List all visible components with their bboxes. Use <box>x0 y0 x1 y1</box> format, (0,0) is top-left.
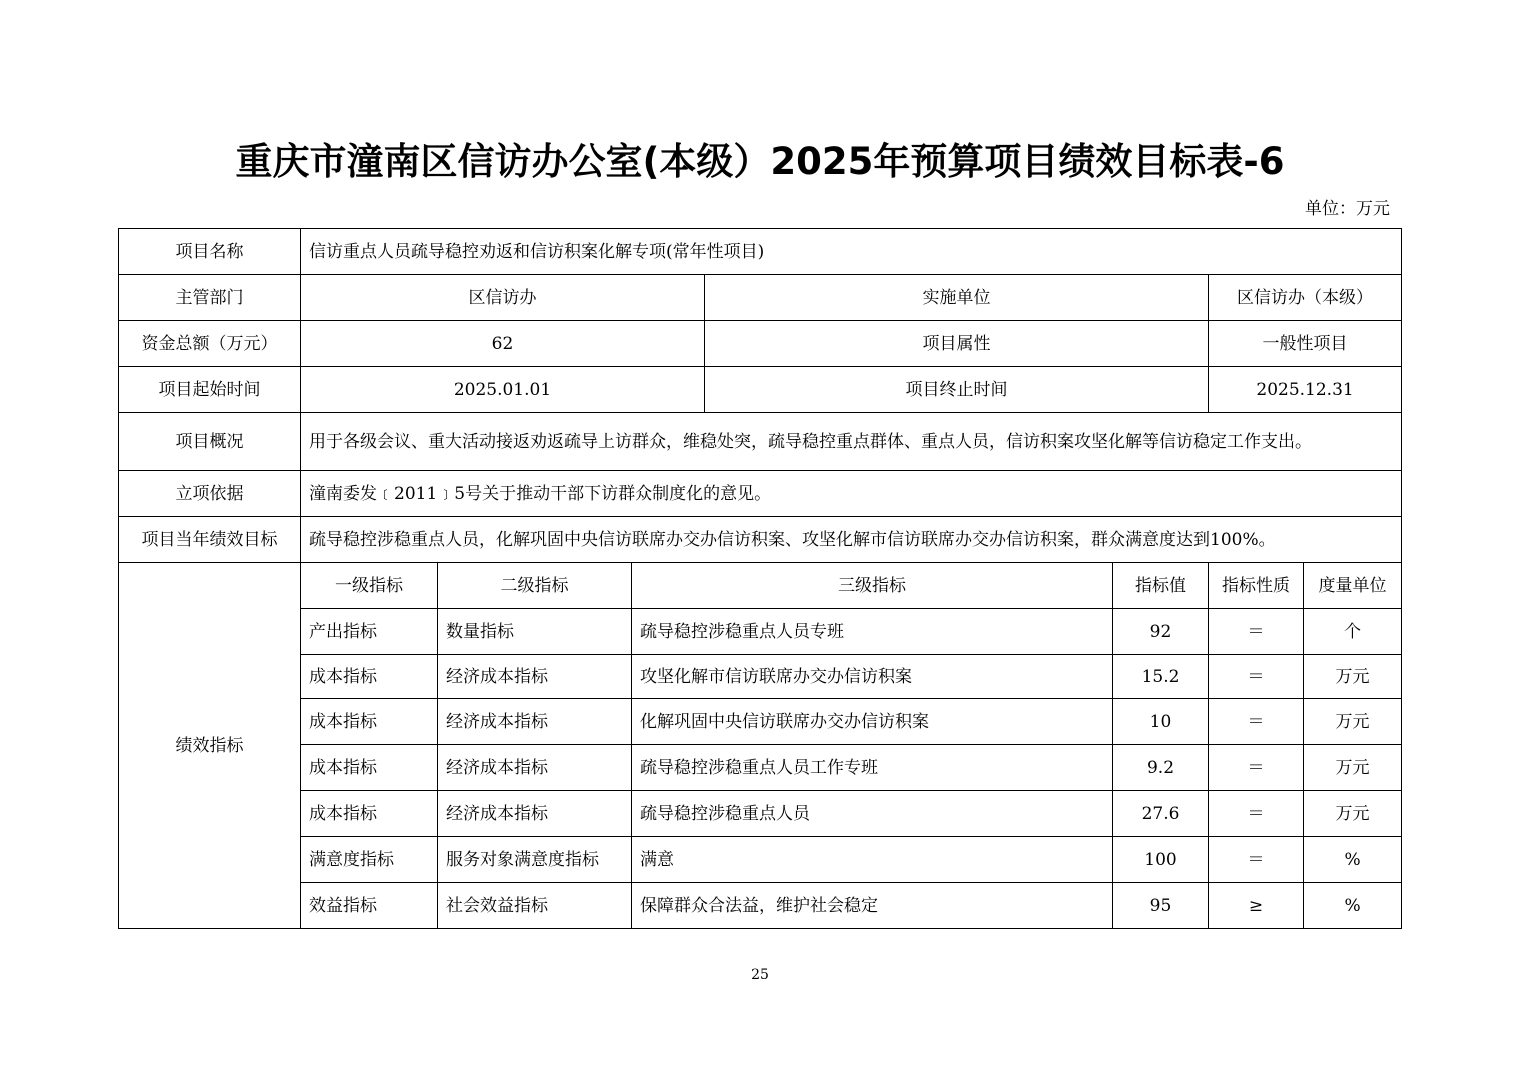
nature-cell: ＝ <box>1209 745 1304 791</box>
value-cell: 27.6 <box>1113 791 1209 837</box>
attr-label: 项目属性 <box>705 321 1209 367</box>
unit-cell: 万元 <box>1304 655 1402 699</box>
level2-cell: 服务对象满意度指标 <box>438 837 632 883</box>
level3-cell: 满意 <box>632 837 1113 883</box>
project-name-label: 项目名称 <box>119 229 301 275</box>
end-value: 2025.12.31 <box>1209 367 1402 413</box>
value-cell: 9.2 <box>1113 745 1209 791</box>
row-goal <box>119 517 1402 563</box>
table-row <box>119 883 1402 929</box>
unit-cell: % <box>1304 883 1402 929</box>
header-nature: 指标性质 <box>1209 563 1304 609</box>
row-overview <box>119 413 1402 471</box>
table-row <box>119 745 1402 791</box>
funds-label: 资金总额（万元） <box>119 321 301 367</box>
attr-value: 一般性项目 <box>1209 321 1402 367</box>
level3-cell: 攻坚化解市信访联席办交办信访积案 <box>632 655 1113 699</box>
dept-label: 主管部门 <box>119 275 301 321</box>
unit-cell: 万元 <box>1304 791 1402 837</box>
level3-cell: 疏导稳控涉稳重点人员专班 <box>632 609 1113 655</box>
row-funds <box>119 321 1402 367</box>
unit-label: 单位：万元 <box>1305 199 1390 219</box>
end-label: 项目终止时间 <box>705 367 1209 413</box>
value-cell: 15.2 <box>1113 655 1209 699</box>
nature-cell: ＝ <box>1209 837 1304 883</box>
project-name-value: 信访重点人员疏导稳控劝返和信访积案化解专项(常年性项目) <box>301 229 1402 275</box>
table-row <box>119 837 1402 883</box>
value-cell: 92 <box>1113 609 1209 655</box>
level2-cell: 数量指标 <box>438 609 632 655</box>
nature-cell: ≥ <box>1209 883 1304 929</box>
funds-value: 62 <box>301 321 705 367</box>
header-unit: 度量单位 <box>1304 563 1402 609</box>
level3-cell: 疏导稳控涉稳重点人员工作专班 <box>632 745 1113 791</box>
dept-value: 区信访办 <box>301 275 705 321</box>
row-project-name <box>119 229 1402 275</box>
performance-table <box>118 228 1402 929</box>
level3-cell: 化解巩固中央信访联席办交办信访积案 <box>632 699 1113 745</box>
indicators-label: 绩效指标 <box>119 563 301 929</box>
value-cell: 95 <box>1113 883 1209 929</box>
table-row <box>119 791 1402 837</box>
level2-cell: 社会效益指标 <box>438 883 632 929</box>
header-level3: 三级指标 <box>632 563 1113 609</box>
goal-label: 项目当年绩效目标 <box>119 517 301 563</box>
level1-cell: 满意度指标 <box>301 837 438 883</box>
row-dates <box>119 367 1402 413</box>
unit-cell: 万元 <box>1304 745 1402 791</box>
table-row <box>119 609 1402 655</box>
value-cell: 100 <box>1113 837 1209 883</box>
basis-value: 潼南委发﹝2011﹞5号关于推动干部下访群众制度化的意见。 <box>301 471 1402 517</box>
page-title: 重庆市潼南区信访办公室(本级）2025年预算项目绩效目标表-6 <box>235 140 1285 183</box>
level1-cell: 成本指标 <box>301 745 438 791</box>
level1-cell: 效益指标 <box>301 883 438 929</box>
header-level2: 二级指标 <box>438 563 632 609</box>
goal-value: 疏导稳控涉稳重点人员，化解巩固中央信访联席办交办信访积案、攻坚化解市信访联席办交办信访积案，群众满意度达到100%。 <box>301 517 1402 563</box>
nature-cell: ＝ <box>1209 609 1304 655</box>
row-department <box>119 275 1402 321</box>
level3-cell: 疏导稳控涉稳重点人员 <box>632 791 1113 837</box>
level2-cell: 经济成本指标 <box>438 699 632 745</box>
header-value: 指标值 <box>1113 563 1209 609</box>
unit-cell: 万元 <box>1304 699 1402 745</box>
table-row <box>119 699 1402 745</box>
level1-cell: 成本指标 <box>301 699 438 745</box>
table-row <box>119 655 1402 699</box>
level2-cell: 经济成本指标 <box>438 745 632 791</box>
indicator-header-row <box>119 563 1402 609</box>
nature-cell: ＝ <box>1209 699 1304 745</box>
overview-value: 用于各级会议、重大活动接返劝返疏导上访群众，维稳处突，疏导稳控重点群体、重点人员，信访积案攻坚化解等信访稳定工作支出。 <box>301 413 1402 471</box>
level2-cell: 经济成本指标 <box>438 655 632 699</box>
overview-label: 项目概况 <box>119 413 301 471</box>
level1-cell: 成本指标 <box>301 791 438 837</box>
header-level1: 一级指标 <box>301 563 438 609</box>
unit-cell: 个 <box>1304 609 1402 655</box>
level3-cell: 保障群众合法益，维护社会稳定 <box>632 883 1113 929</box>
impl-label: 实施单位 <box>705 275 1209 321</box>
level1-cell: 成本指标 <box>301 655 438 699</box>
basis-label: 立项依据 <box>119 471 301 517</box>
start-label: 项目起始时间 <box>119 367 301 413</box>
row-basis <box>119 471 1402 517</box>
level2-cell: 经济成本指标 <box>438 791 632 837</box>
value-cell: 10 <box>1113 699 1209 745</box>
nature-cell: ＝ <box>1209 791 1304 837</box>
level1-cell: 产出指标 <box>301 609 438 655</box>
impl-value: 区信访办（本级） <box>1209 275 1402 321</box>
start-value: 2025.01.01 <box>301 367 705 413</box>
page-number: 25 <box>751 967 769 983</box>
unit-cell: % <box>1304 837 1402 883</box>
nature-cell: ＝ <box>1209 655 1304 699</box>
